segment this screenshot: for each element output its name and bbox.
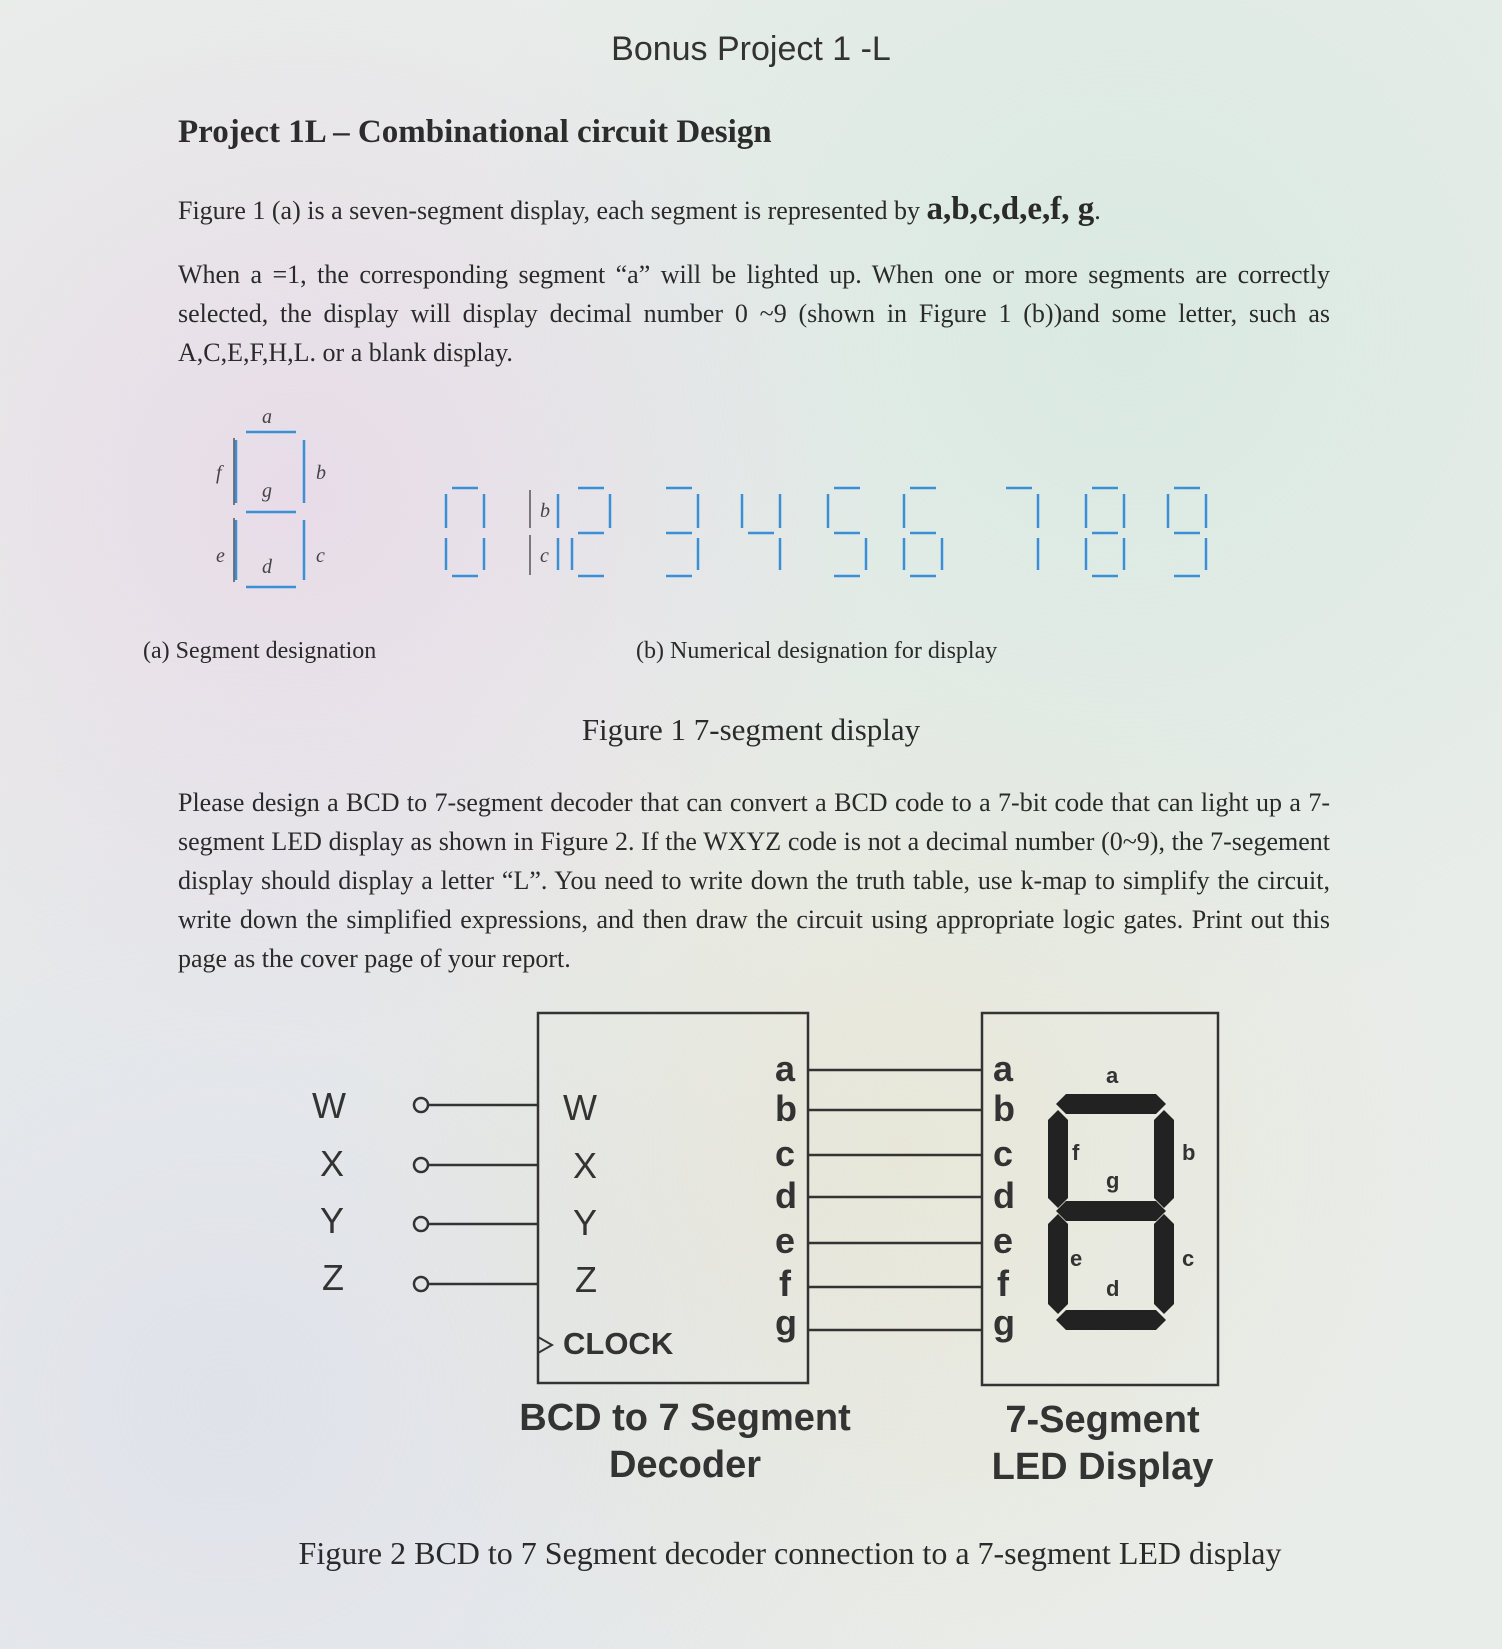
led-label-d: d <box>1106 1276 1120 1301</box>
led-label-g: g <box>1106 1168 1120 1193</box>
input-label-w: W <box>312 1085 346 1126</box>
display-caption-line1: 7-Segment <box>1005 1399 1200 1441</box>
led-seg-d <box>1056 1310 1166 1330</box>
seg-label-a: a <box>262 406 272 428</box>
figure2-caption: Figure 2 BCD to 7 Segment decoder connection to a 7-segment LED display <box>298 1535 1282 1571</box>
led-label-b: b <box>1182 1140 1196 1165</box>
figure1-caption: Figure 1 7-segment display <box>581 712 921 747</box>
display-caption <box>960 1397 1245 1491</box>
decoder-output-b: b <box>775 1088 797 1129</box>
display-input-c: c <box>993 1133 1014 1174</box>
decoder-input-x: X <box>573 1145 598 1186</box>
input-label-z: Z <box>322 1257 344 1298</box>
decoder-caption-line1: BCD to 7 Segment <box>519 1397 851 1439</box>
intro-end: . <box>1094 196 1101 225</box>
digit1-label-b: b <box>540 500 550 522</box>
segment-list: a,b,c,d,e,f, g <box>926 191 1095 227</box>
caption-segment-designation: (a) Segment designation <box>143 638 377 664</box>
page-title: Bonus Project 1 -L <box>611 30 891 68</box>
led-label-a: a <box>1106 1063 1119 1088</box>
led-seg-b <box>1154 1110 1174 1208</box>
decoder-input-w: W <box>563 1087 597 1128</box>
decoder-output-c: c <box>775 1133 796 1174</box>
seg-label-e: e <box>216 545 225 567</box>
decoder-input-y: Y <box>573 1202 598 1243</box>
led-seg-f <box>1048 1110 1068 1208</box>
input-wires <box>414 1098 538 1291</box>
display-input-f: f <box>997 1263 1009 1304</box>
seg-label-b: b <box>316 462 326 484</box>
decoder-output-e: e <box>775 1220 796 1261</box>
display-input-d: d <box>993 1175 1015 1216</box>
decoder-input-z: Z <box>575 1259 597 1300</box>
display-input-e: e <box>993 1220 1014 1261</box>
led-label-e: e <box>1070 1246 1083 1271</box>
input-label-y: Y <box>320 1200 345 1241</box>
paragraph-task: Please design a BCD to 7-segment decoder that can convert a BCD code to a 7-bit code that can light up a 7-segment LED display as shown in Figure 2. If the WXYZ code is not a decimal number (0~9), the 7-segement display should display a letter “L”. You need to write down the truth table, use k-map to simplify the circuit, write down the simplified expressions, and then draw the circuit using appropriate logic gates. Print out this page as the cover page of your report. <box>178 788 1330 973</box>
caption-numerical-designation: (b) Numerical designation for display <box>636 638 998 664</box>
clock-triangle <box>538 1337 552 1353</box>
decoder-output-a: a <box>775 1048 796 1089</box>
led-seg-a <box>1056 1094 1166 1114</box>
led-label-f: f <box>1072 1140 1080 1165</box>
input-label-x: X <box>320 1143 345 1184</box>
clock-label: CLOCK <box>563 1326 674 1361</box>
led-label-c: c <box>1182 1246 1195 1271</box>
project-heading: Project 1L – Combinational circuit Design <box>178 114 772 150</box>
display-caption-line2: LED Display <box>991 1446 1214 1488</box>
decoder-caption-line2: Decoder <box>608 1444 762 1486</box>
decoder-caption <box>500 1395 870 1489</box>
led-seg-g <box>1056 1201 1166 1221</box>
output-bus <box>808 1070 982 1330</box>
seg-label-g: g <box>262 480 272 502</box>
display-input-g: g <box>993 1302 1015 1343</box>
decoder-output-f: f <box>779 1263 791 1304</box>
seg-label-c: c <box>316 545 325 567</box>
decoder-output-g: g <box>775 1302 797 1343</box>
intro-text: Figure 1 (a) is a seven-segment display, each segment is represented by <box>178 196 927 225</box>
display-input-a: a <box>993 1048 1014 1089</box>
display-input-b: b <box>993 1088 1015 1129</box>
led-seg-c <box>1154 1214 1174 1314</box>
seg-label-d: d <box>262 556 272 578</box>
seg-label-f: f <box>216 462 222 484</box>
paragraph-segments: When a =1, the corresponding segment “a” will be lighted up. When one or more segments are correctly selected, the display will display decimal number 0 ~9 (shown in Figure 1 (b))and some letter, such as A,C,E,F,H,L. or a blank display. <box>178 260 1330 367</box>
led-seg-e <box>1048 1214 1068 1314</box>
decoder-output-d: d <box>775 1175 797 1216</box>
digit1-label-c: c <box>540 545 549 567</box>
